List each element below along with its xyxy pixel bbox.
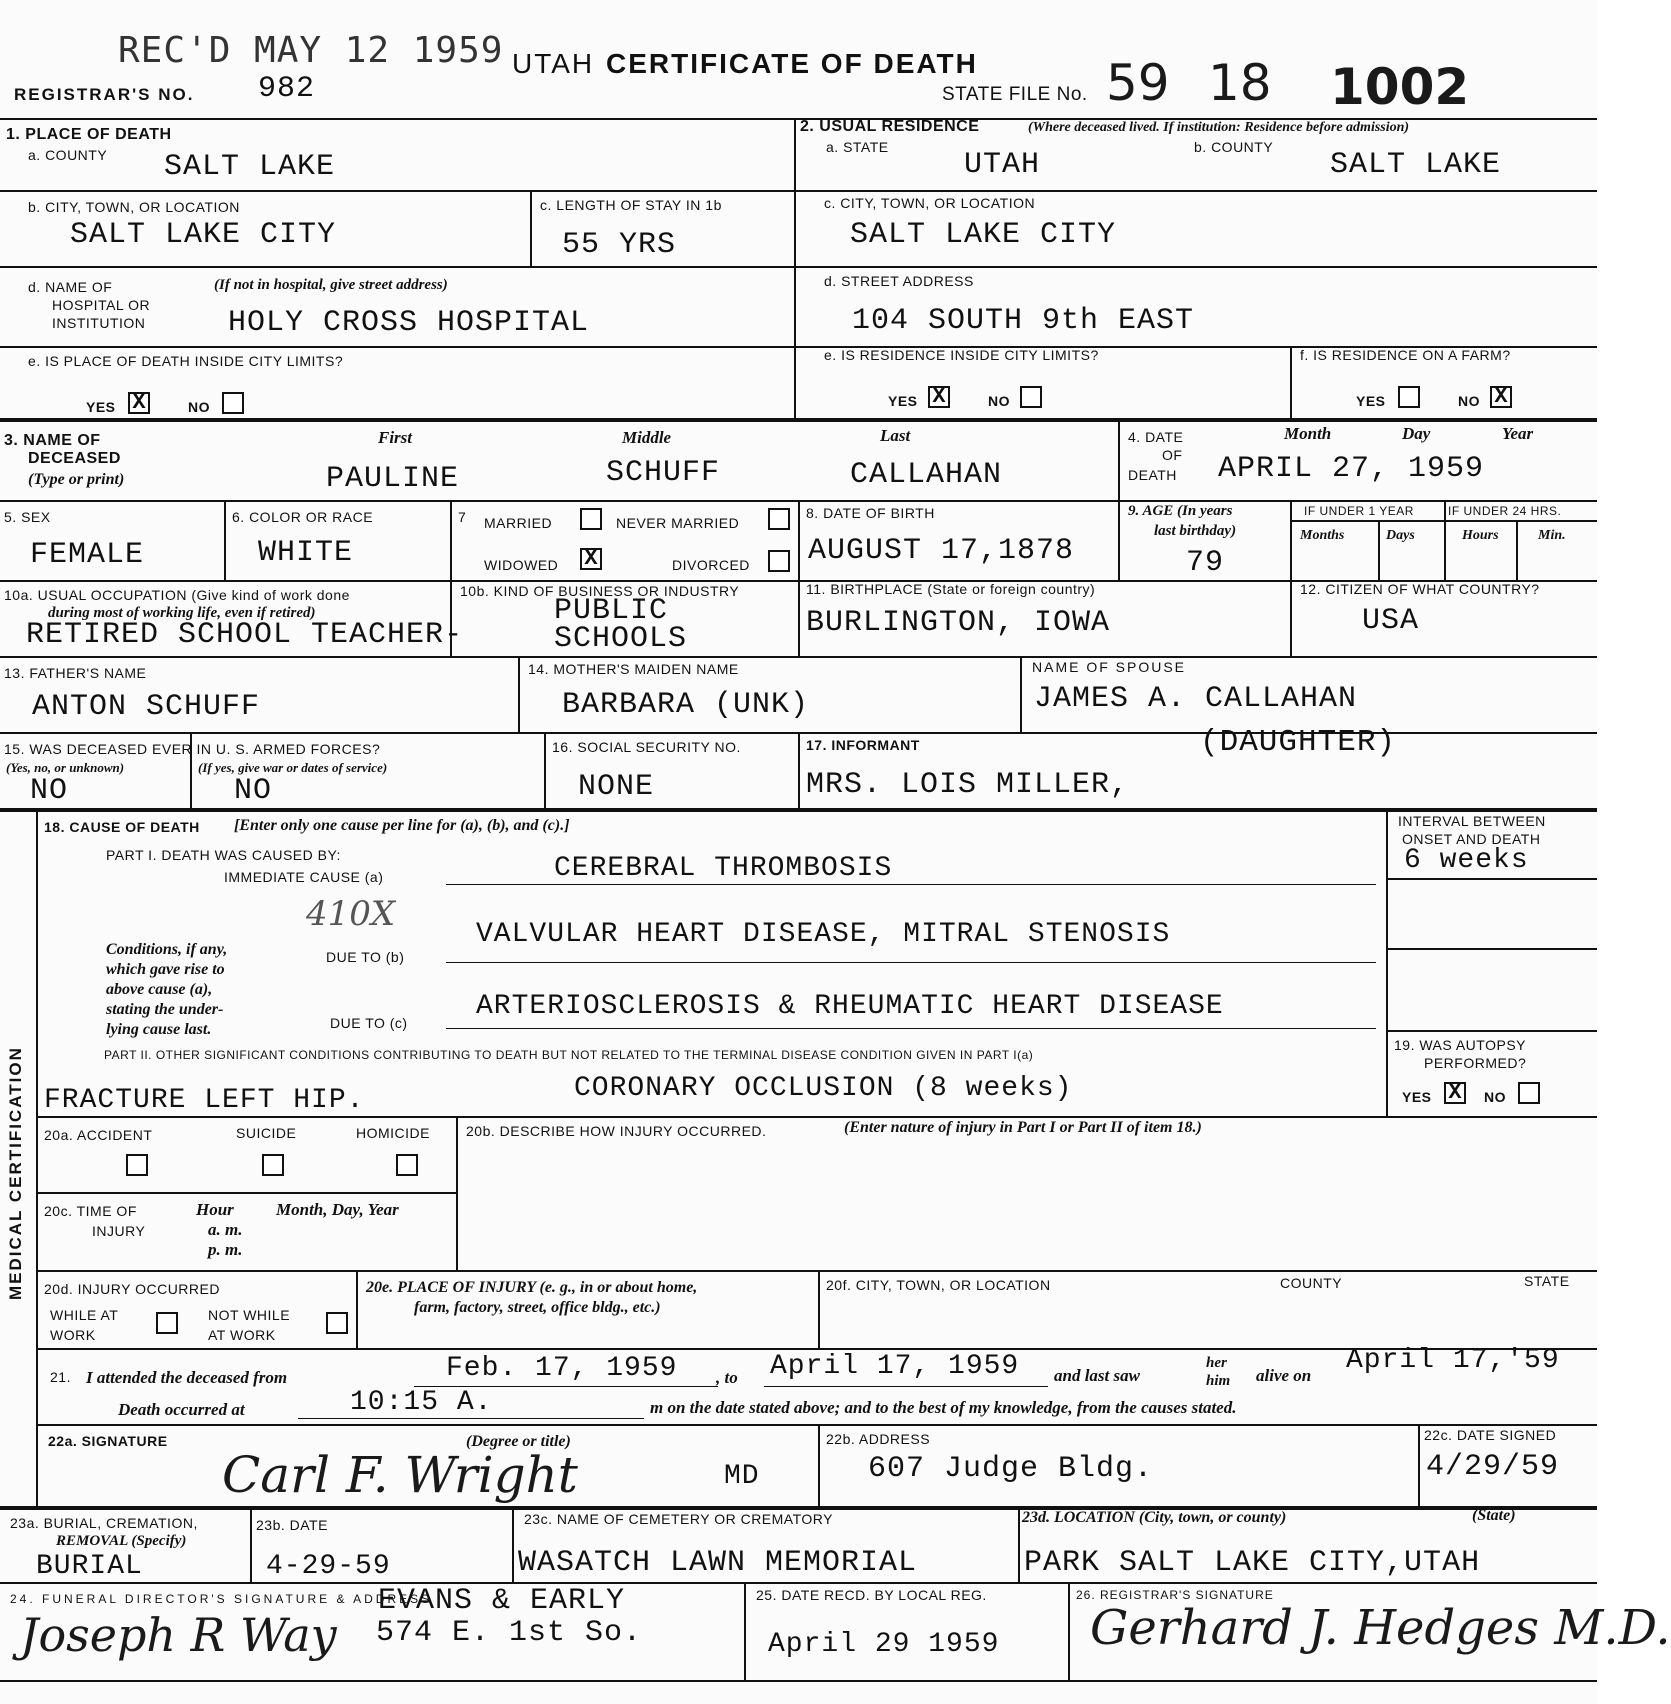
certificate-title: CERTIFICATE OF DEATH (606, 48, 978, 79)
date-of-birth: AUGUST 17,1878 (808, 534, 1075, 568)
describe-injury-label: 20b. DESCRIBE HOW INJURY OCCURRED. (466, 1123, 767, 1139)
conditions-note-3: above cause (a), (106, 981, 213, 998)
funeral-director: EVANS & EARLY (378, 1584, 626, 1618)
burial-date-label: 23b. DATE (256, 1517, 328, 1533)
death-inside-no-checkbox[interactable] (222, 392, 244, 414)
age-label-1: 9. AGE (In years (1128, 503, 1233, 519)
street-address-label: d. STREET ADDRESS (824, 273, 974, 289)
part2-condition-1: FRACTURE LEFT HIP. (44, 1085, 365, 1116)
place-of-death-label: 1. PLACE OF DEATH (6, 126, 172, 143)
burial-state-label: (State) (1472, 1507, 1516, 1524)
armed-sub-2: (If yes, give war or dates of service) (198, 760, 388, 775)
birthplace: BURLINGTON, IOWA (806, 606, 1111, 640)
injury-county-label: COUNTY (1280, 1275, 1343, 1291)
burial-type-label-1: 23a. BURIAL, CREMATION, (10, 1515, 198, 1531)
part2-label: PART II. OTHER SIGNIFICANT CONDITIONS CONTRIBUTING TO DEATH BUT NOT RELATED TO THE TERMINAL DISEASE CONDITION GIVEN IN PART I(a) (104, 1048, 1034, 1062)
title-state: UTAH (512, 48, 595, 79)
homicide-checkbox[interactable] (396, 1154, 418, 1176)
received-stamp: REC'D MAY 12 1959 (118, 30, 504, 71)
date-of-death-label-1: 4. DATE (1128, 429, 1184, 445)
residence-county-label: b. COUNTY (1194, 139, 1274, 155)
not-at-work-checkbox[interactable] (326, 1312, 348, 1334)
never-married-label: NEVER MARRIED (616, 515, 740, 531)
industry-label: 10b. KIND OF BUSINESS OR INDUSTRY (460, 583, 740, 599)
burial-location: PARK SALT LAKE CITY,UTAH (1024, 1546, 1481, 1580)
burial-type: BURIAL (36, 1551, 143, 1582)
state-file-number-1: 59 (1106, 54, 1170, 112)
year-label: Year (1502, 424, 1534, 443)
attended-label: I attended the deceased from (86, 1368, 288, 1387)
deceased-name-label-1: 3. NAME OF (4, 432, 101, 449)
residence-inside-yes-checkbox[interactable]: X (928, 386, 950, 408)
spouse-name: JAMES A. CALLAHAN (1034, 682, 1358, 716)
registrars-no: 982 (258, 72, 316, 106)
under-24-label: IF UNDER 24 HRS. (1448, 504, 1562, 518)
due-to-b: VALVULAR HEART DISEASE, MITRAL STENOSIS (476, 919, 1171, 950)
alive-on-date: April 17,'59 (1346, 1345, 1560, 1376)
father-name-label: 13. FATHER'S NAME (4, 665, 147, 681)
residence-city-label: c. CITY, TOWN, OR LOCATION (824, 195, 1036, 211)
street-address: 104 SOUTH 9th EAST (852, 304, 1195, 338)
mother-name-label: 14. MOTHER'S MAIDEN NAME (528, 661, 739, 677)
conditions-note-1: Conditions, if any, (106, 941, 228, 958)
race: WHITE (258, 536, 354, 570)
conditions-note-5: lying cause last. (106, 1021, 212, 1038)
farm-no-label: NO (1458, 393, 1480, 409)
alive-on-label: alive on (1256, 1366, 1312, 1385)
death-city-label: b. CITY, TOWN, OR LOCATION (28, 199, 240, 215)
hospital-note: (If not in hospital, give street address) (214, 277, 448, 293)
farm-yes-label: YES (1356, 393, 1386, 409)
date-of-death-label-3: DEATH (1128, 467, 1177, 483)
cemetery-label: 23c. NAME OF CEMETERY OR CREMATORY (524, 1511, 833, 1527)
registrar-signature-label: 26. REGISTRAR'S SIGNATURE (1076, 1588, 1274, 1602)
hours-label: Hours (1462, 528, 1499, 543)
registrars-no-label: REGISTRAR'S NO. (14, 85, 195, 104)
widowed-checkbox[interactable]: X (580, 548, 602, 570)
farm-yes-checkbox[interactable] (1398, 386, 1420, 408)
mdy-label: Month, Day, Year (276, 1200, 399, 1219)
length-of-stay: 55 YRS (562, 228, 677, 262)
widowed-label: WIDOWED (484, 557, 559, 573)
middle-name-label: Middle (622, 428, 672, 447)
divorced-label: DIVORCED (672, 557, 750, 573)
informant-label: 17. INFORMANT (806, 737, 920, 753)
ssn: NONE (578, 770, 655, 804)
accident-checkbox[interactable] (126, 1154, 148, 1176)
homicide-label: HOMICIDE (356, 1125, 430, 1141)
farm-label: f. IS RESIDENCE ON A FARM? (1300, 347, 1511, 363)
first-name-label: First (378, 428, 413, 447)
while-at-work-checkbox[interactable] (156, 1312, 178, 1334)
interval-label-2: ONSET AND DEATH (1402, 831, 1541, 847)
usual-residence-label: 2. USUAL RESIDENCE (800, 118, 980, 135)
death-no-label: NO (188, 399, 210, 415)
accident-label: 20a. ACCIDENT (44, 1127, 153, 1143)
death-inside-yes-checkbox[interactable]: X (128, 392, 150, 414)
immediate-cause-label: IMMEDIATE CAUSE (a) (224, 869, 384, 885)
months-label: Months (1300, 528, 1345, 543)
married-checkbox[interactable] (580, 508, 602, 530)
date-signed-label: 22c. DATE SIGNED (1424, 1427, 1557, 1443)
time-injury-label-2: INJURY (92, 1223, 146, 1239)
occupation-label-2: during most of working life, even if retired) (48, 605, 316, 621)
autopsy-label-1: 19. WAS AUTOPSY (1394, 1037, 1526, 1053)
sex: FEMALE (30, 538, 145, 572)
marital-num: 7 (458, 509, 467, 525)
armed-forces-label: 15. WAS DECEASED EVER IN U. S. ARMED FORCES? (4, 741, 381, 757)
armed-forces-war: NO (234, 774, 273, 808)
interval-label-1: INTERVAL BETWEEN (1398, 813, 1546, 829)
citizen-label: 12. CITIZEN OF WHAT COUNTRY? (1300, 581, 1540, 597)
registrar-signature: Gerhard J. Hedges M.D. (1090, 1600, 1671, 1656)
death-time: 10:15 A. (350, 1387, 493, 1418)
date-recd: April 29 1959 (768, 1629, 1000, 1660)
days-label: Days (1386, 528, 1415, 543)
funeral-director-signature: Joseph R Way (20, 1608, 337, 1662)
divorced-checkbox[interactable] (768, 550, 790, 572)
date-signed: 4/29/59 (1426, 1450, 1560, 1484)
occupation-label: 10a. USUAL OCCUPATION (Give kind of work done (4, 587, 350, 603)
autopsy-no-label: NO (1484, 1089, 1506, 1105)
last-saw-label: and last saw (1054, 1366, 1140, 1385)
date-of-death: APRIL 27, 1959 (1218, 452, 1485, 486)
res-yes-label: YES (888, 393, 918, 409)
residence-county: SALT LAKE (1330, 148, 1502, 182)
physician-address: 607 Judge Bldg. (868, 1452, 1154, 1486)
hour-label: Hour (196, 1200, 234, 1219)
birthplace-label: 11. BIRTHPLACE (State or foreign country) (806, 581, 1096, 597)
injury-city-label: 20f. CITY, TOWN, OR LOCATION (826, 1277, 1051, 1293)
death-county: SALT LAKE (164, 150, 336, 184)
last-name: CALLAHAN (850, 458, 1003, 492)
industry-1: PUBLIC (554, 594, 669, 628)
physician-signature: Carl F. Wright (222, 1446, 578, 1504)
residence-city: SALT LAKE CITY (850, 218, 1117, 252)
residence-inside-limits-label: e. IS RESIDENCE INSIDE CITY LIMITS? (824, 347, 1099, 363)
cemetery-name: WASATCH LAWN MEMORIAL (518, 1546, 918, 1580)
hospital-name: HOLY CROSS HOSPITAL (228, 306, 590, 340)
burial-type-label-2: REMOVAL (Specify) (56, 1533, 187, 1549)
injury-state-label: STATE (1524, 1273, 1570, 1289)
min-label: Min. (1538, 528, 1566, 543)
middle-name: SCHUFF (606, 456, 721, 490)
burial-location-label: 23d. LOCATION (City, town, or county) (1022, 1509, 1287, 1526)
interval: 6 weeks (1404, 845, 1529, 876)
injury-occurred-label: 20d. INJURY OCCURRED (44, 1281, 220, 1297)
death-occurred-label: Death occurred at (118, 1400, 245, 1419)
due-c-label: DUE TO (c) (330, 1015, 408, 1031)
pm-label: p. m. (208, 1240, 243, 1259)
degree-label: (Degree or title) (466, 1433, 571, 1450)
attended-to: April 17, 1959 (770, 1351, 1020, 1382)
deceased-name-label-2: DECEASED (28, 450, 121, 467)
hospital-label-2: HOSPITAL OR (52, 297, 151, 313)
month-label: Month (1284, 424, 1332, 443)
cause-code: 410X (306, 894, 396, 934)
conditions-note-2: which gave rise to (106, 961, 225, 978)
immediate-cause: CEREBRAL THROMBOSIS (554, 853, 893, 884)
day-label: Day (1402, 424, 1431, 443)
place-injury-label: 20e. PLACE OF INJURY (e. g., in or about home, (366, 1279, 698, 1296)
inside-city-limits-label: e. IS PLACE OF DEATH INSIDE CITY LIMITS? (28, 353, 344, 369)
deceased-name-label-3: (Type or print) (28, 471, 125, 488)
while-work-label-1: WHILE AT (50, 1307, 119, 1323)
under-1yr-label: IF UNDER 1 YEAR (1304, 504, 1414, 518)
date-of-death-label-2: OF (1162, 447, 1183, 463)
state-file-number-2: 18 (1208, 54, 1272, 112)
signature-label: 22a. SIGNATURE (48, 1433, 168, 1449)
father-name: ANTON SCHUFF (32, 690, 261, 724)
residence-inside-no-checkbox[interactable] (1020, 386, 1042, 408)
mother-name: BARBARA (UNK) (562, 688, 810, 722)
conditions-note-4: stating the under- (106, 1001, 224, 1018)
first-name: PAULINE (326, 462, 460, 496)
autopsy-yes-checkbox[interactable]: X (1444, 1082, 1466, 1104)
time-injury-label-1: 20c. TIME OF (44, 1203, 137, 1219)
last-name-label: Last (880, 426, 911, 445)
farm-no-checkbox[interactable]: X (1490, 386, 1512, 408)
due-to-c: ARTERIOSCLEROSIS & RHEUMATIC HEART DISEASE (476, 991, 1224, 1022)
sex-label: 5. SEX (4, 509, 51, 525)
while-work-label-2: WORK (50, 1327, 96, 1343)
hospital-label-1: d. NAME OF (28, 279, 113, 295)
date-of-birth-label: 8. DATE OF BIRTH (806, 505, 935, 521)
burial-date: 4-29-59 (266, 1551, 391, 1582)
medical-certification-label: MEDICAL CERTIFICATION (6, 1046, 25, 1300)
autopsy-yes-label: YES (1402, 1089, 1432, 1105)
funeral-director-label: 24. FUNERAL DIRECTOR'S SIGNATURE & ADDRESS (10, 1592, 433, 1606)
residence-state-label: a. STATE (826, 139, 889, 155)
armed-forces: NO (30, 774, 69, 808)
to-label: , to (716, 1368, 738, 1387)
date-recd-label: 25. DATE RECD. BY LOCAL REG. (756, 1587, 987, 1603)
funeral-director-address: 574 E. 1st So. (376, 1616, 643, 1650)
part1-label: PART I. DEATH WAS CAUSED BY: (106, 847, 341, 863)
armed-sub-1: (Yes, no, or unknown) (6, 760, 125, 775)
autopsy-label-2: PERFORMED? (1424, 1055, 1527, 1071)
death-city: SALT LAKE CITY (70, 218, 337, 252)
state-file-number-3: 1002 (1330, 58, 1470, 116)
suicide-checkbox[interactable] (262, 1154, 284, 1176)
citizen: USA (1362, 604, 1420, 638)
not-work-label-2: AT WORK (208, 1327, 276, 1343)
state-file-label: STATE FILE No. (942, 84, 1088, 105)
industry-2: SCHOOLS (554, 622, 688, 656)
residence-state: UTAH (964, 148, 1041, 182)
ssn-label: 16. SOCIAL SECURITY NO. (552, 739, 741, 755)
married-label: MARRIED (484, 515, 553, 531)
spouse-name-label: NAME OF SPOUSE (1032, 659, 1187, 675)
informant: MRS. LOIS MILLER, (806, 768, 1130, 802)
cause-of-death-label: 18. CAUSE OF DEATH (44, 819, 200, 835)
am-label: a. m. (208, 1220, 243, 1239)
attendance-num: 21. (50, 1369, 71, 1385)
occupation: RETIRED SCHOOL TEACHER- (26, 618, 464, 652)
death-county-label: a. COUNTY (28, 147, 108, 163)
due-b-label: DUE TO (b) (326, 949, 405, 965)
informant-relation: (DAUGHTER) (1200, 725, 1397, 760)
place-injury-label-2: farm, factory, street, office bldg., etc.) (414, 1299, 661, 1316)
describe-injury-note: (Enter nature of injury in Part I or Part II of item 18.) (844, 1119, 1202, 1136)
age-label-2: last birthday) (1154, 523, 1237, 539)
her-label: her (1206, 1355, 1227, 1371)
physician-degree: MD (724, 1461, 760, 1492)
part2-condition-2: CORONARY OCCLUSION (8 weeks) (574, 1073, 1073, 1104)
attendance-statement: m on the date stated above; and to the best of my knowledge, from the causes stated. (650, 1398, 1237, 1417)
usual-residence-note: (Where deceased lived. If institution: Residence before admission) (1028, 120, 1410, 135)
not-work-label-1: NOT WHILE (208, 1307, 291, 1323)
race-label: 6. COLOR OR RACE (232, 509, 374, 525)
res-no-label: NO (988, 393, 1010, 409)
never-married-checkbox[interactable] (768, 508, 790, 530)
him-label: him (1206, 1373, 1231, 1389)
death-yes-label: YES (86, 399, 116, 415)
address-label: 22b. ADDRESS (826, 1431, 931, 1447)
hospital-label-3: INSTITUTION (52, 315, 146, 331)
suicide-label: SUICIDE (236, 1125, 297, 1141)
cause-instruction: [Enter only one cause per line for (a), (b), and (c).] (234, 817, 570, 834)
age: 79 (1186, 546, 1225, 580)
attended-from: Feb. 17, 1959 (446, 1353, 678, 1384)
length-of-stay-label: c. LENGTH OF STAY IN 1b (540, 197, 722, 213)
autopsy-no-checkbox[interactable] (1518, 1082, 1540, 1104)
